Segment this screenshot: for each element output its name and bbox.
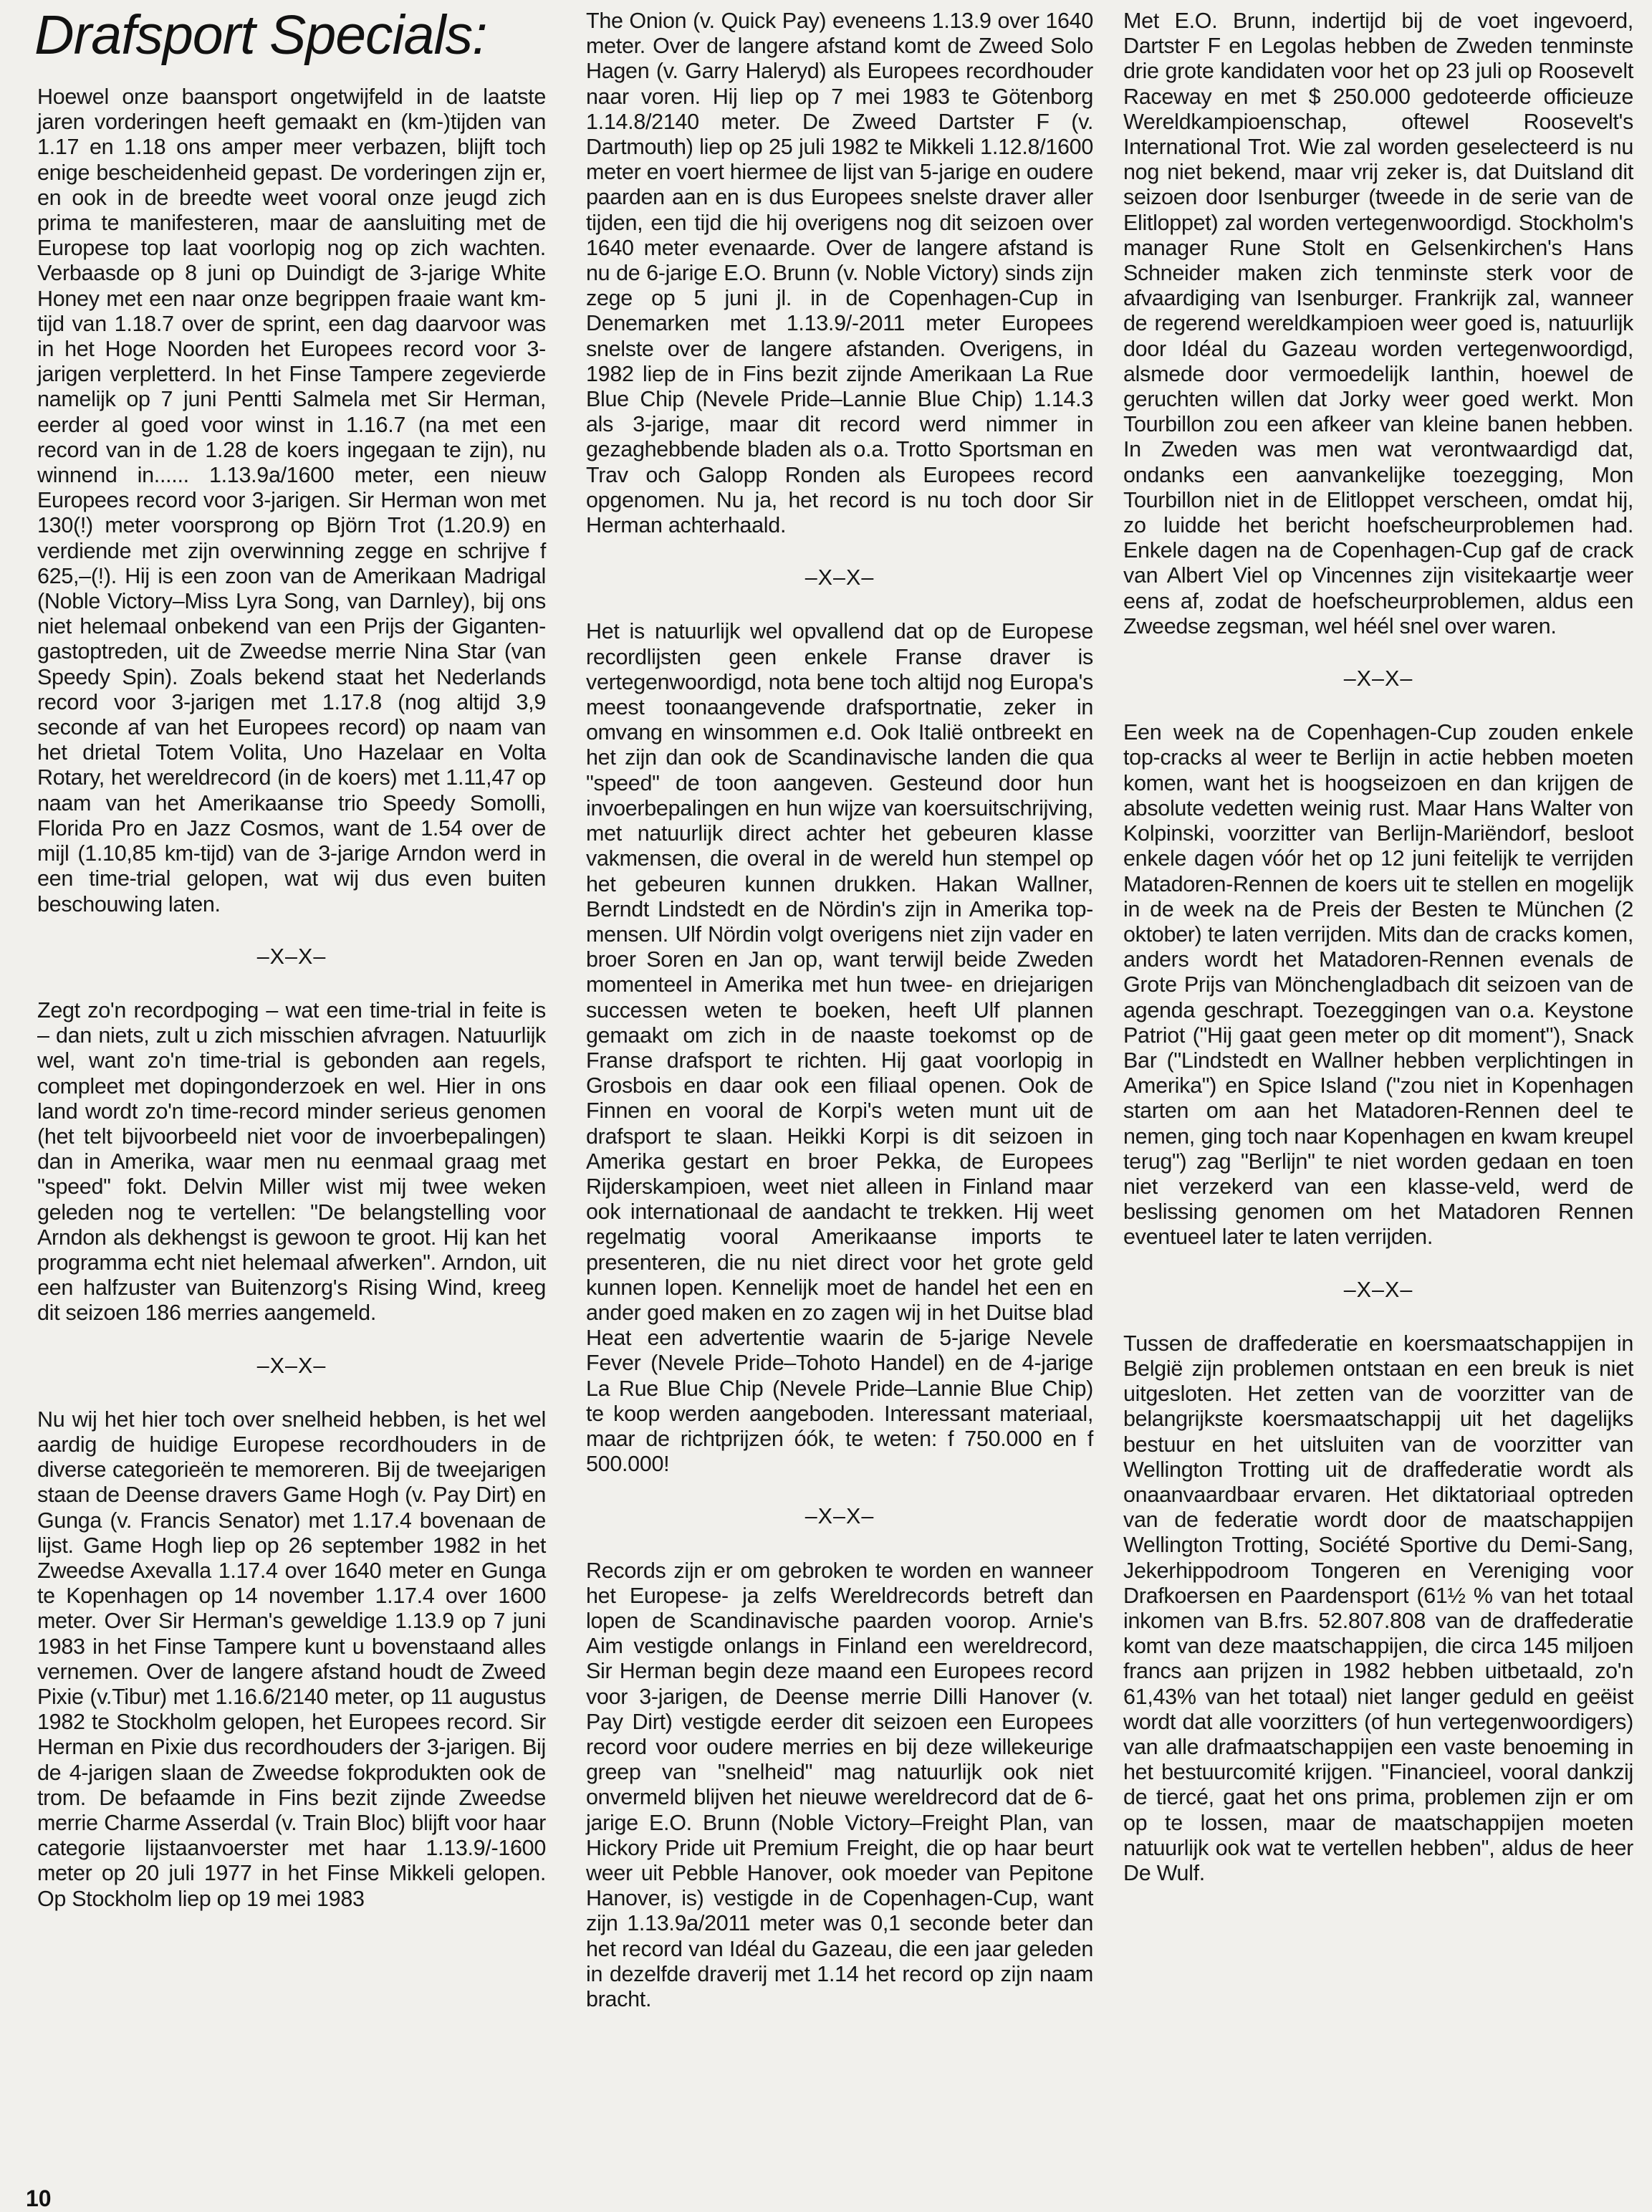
paragraph: Een week na de Copenhagen-Cup zouden enkele top-cracks al weer te Berlijn in actie hebben moeten komen, want het is hoogseizoen en dan krijgen de absolute vedetten weinig rust. Maar Hans Walter von Kolpinski, voorzitter van Berlijn-Mariëndorf, besloot enkele dagen vóór het op 12 juni feitelijk te verrijden Matadoren-Rennen de koers uit te stellen en mogelijk in de week na de Preis der Besten te München (2 oktober) te laten verrijden. Mits dan de cracks komen, anders wordt het Matadoren-Rennen evenals de Grote Prijs van Mönchengladbach dit seizoen van de agenda geschrapt. Toezeggingen van o.a. Keystone Patriot ("Hij gaat geen meter op dit moment"), Snack Bar ("Lindstedt en Wallner hebben verplichtingen in Amerika") en Spice Island ("zou niet in Kopenhagen starten om aan het Matadoren-Rennen deel te nemen, ging toch naar Kopenhagen en kwam kreupel terug") zag "Berlijn" te niet worden gedaan en toen niet verzekerd van een klasse-veld, werd de beslissing genomen om het Matadoren Rennen eventueel later te laten verrijden. — [1123, 720, 1633, 1250]
paragraph: Het is natuurlijk wel opvallend dat op de Europese recordlijsten geen enkele Franse draver is vertegenwoordigd, nota bene toch altijd nog Europa's meest toonaangevende drafsportnatie, zeker in omvang en winsommen e.d. Ook Italië ontbreekt en het zijn dan ook de Scandinavische landen die qua "speed" de toon aangeven. Gesteund door hun invoerbepalingen en hun wijze van koersuitschrijving, met natuurlijk direct achter het gebeuren klasse vakmensen, die overal in de wereld hun stempel op het gebeuren kunnen drukken. Hakan Wallner, Berndt Lindstedt en de Nördin's zijn in Amerika top-mensen. Ulf Nördin volgt overigens niet zijn vader en broer Soren en Jan op, want terwijl beide Zweden momenteel in Amerika met hun twee- en driejarigen successen weten te boeken, heeft Ulf plannen gemaakt om zich in de naaste toekomst op de Franse drafsport te richten. Hij gaat voorlopig in Grosbois en daar ook een filiaal openen. Ook de Finnen en vooral de Korpi's weten munt uit de drafsport te slaan. Heikki Korpi is dit seizoen in Amerika gestart en broer Pekka, de Europees Rijderskampioen, weet niet alleen in Finland maar ook internationaal de aandacht te trekken. Hij weet regelmatig vooral Amerikaanse imports te presenteren, die nu niet direct voor het grote geld kunnen lopen. Kennelijk moet de handel het een en ander goed maken en zo zagen wij in het Duitse blad Heat een advertentie waarin de 5-jarige Nevele Fever (Nevele Pride–Tohoto Handel) en de 4-jarige La Rue Blue Chip (Nevele Pride–Lannie Blue Chip) te koop werden aangeboden. Interessant materiaal, maar de richtprijzen óók, te weten: f 750.000 en f 500.000! — [586, 619, 1093, 1477]
paragraph: Hoewel onze baansport ongetwijfeld in de laatste jaren vorderingen heeft gemaakt en (km-)tijden van 1.17 en 1.18 ons amper meer verbazen, blijft toch enige bescheidenheid gepast. De vorderingen zijn er, en ook in de breedte weet vooral onze jeugd zich prima te manifesteren, maar de aansluiting met de Europese top laat voorlopig nog op zich wachten. Verbaasde op 8 juni op Duindigt de 3-jarige White Honey met een naar onze begrippen fraaie want km-tijd van 1.18.7 over de sprint, een dag daarvoor was in het Hoge Noorden het Europees record voor 3-jarigen verpletterd. In het Finse Tampere zegevierde namelijk op 7 juni Pentti Salmela met Sir Herman, eerder al goed voor winst in 1.16.7 (na met een record van in de 1.28 de koers ingegaan te zijn), nu winnend in...... 1.13.9a/1600 meter, een nieuw Europees record voor 3-jarigen. Sir Herman won met 130(!) meter voorsprong op Björn Trot (1.20.9) en verdiende met zijn overwinning zegge en schrijve f 625,–(!). Hij is een zoon van de Amerikaan Madrigal (Noble Victory–Miss Lyra Song, van Darnley), bij ons niet helemaal onbekend van een Prijs der Giganten-gastoptreden, uit de Zweedse merrie Nina Star (van Speedy Spin). Zoals bekend staat het Nederlands record voor 3-jarigen met 1.17.8 (nog altijd 3,9 seconde af van het Europees record) op naam van het drietal Totem Volita, Uno Hazelaar en Volta Rotary, het wereldrecord (in de koers) met 1.11,47 op naam van het Amerikaanse trio Speedy Somolli, Florida Pro en Jazz Cosmos, want de 1.54 over de mijl (1.10,85 km-tijd) van de 3-jarige Arndon werd in een time-trial gelopen, wat wij dus even buiten beschouwing laten. — [37, 85, 546, 916]
section-separator: –X–X– — [805, 1504, 875, 1529]
paragraph: Met E.O. Brunn, indertijd bij de voet ingevoerd, Dartster F en Legolas hebben de Zweden tenminste drie grote kandidaten voor het op 23 juli op Roosevelt Raceway en met $ 250.000 gedoteerde officieuze Wereldkampioenschap, oftewel Roosevelt's International Trot. Wie zal worden geselecteerd is nu nog niet bekend, maar vrij zeker is, dat Duitsland dit seizoen door Isenburger (tweede in de serie van de Elitloppet) zal worden vertegenwoordigd. Stockholm's manager Rune Stolt en Gelsenkirchen's Hans Schneider maken zich tenminste sterk voor de afvaardiging van Isenburger. Frankrijk zal, wanneer de regerend wereldkampioen weer goed is, natuurlijk door Idéal du Gazeau worden vertegenwoordigd, alsmede door vermoedelijk Ianthin, hoewel de geruchten willen dat Jorky weer goed werkt. Mon Tourbillon zou een afkeer van kleine banen hebben. In Zweden was men wat verontwaardigd dat, ondanks een aanvankelijke toezegging, Mon Tourbillon niet in de Elitloppet verscheen, omdat hij, zo luidde het bericht hoefscheurproblemen had. Enkele dagen na de Copenhagen-Cup gaf de crack van Albert Viel op Vincennes zijn visitekaartje weer eens af, zodat de hoefscheurproblemen, aldus een Zweedse zegsman, wel héél snel over waren. — [1123, 9, 1633, 638]
section-separator: –X–X– — [1343, 666, 1413, 691]
section-separator: –X–X– — [805, 565, 875, 590]
column-1 — [37, 85, 546, 1912]
paragraph: The Onion (v. Quick Pay) eveneens 1.13.9 over 1640 meter. Over de langere afstand komt de Zweed Solo Hagen (v. Garry Haleryd) als Europees recordhouder naar voren. Hij liep op 7 mei 1983 te Götenborg 1.14.8/2140 meter. De Zweed Dartster F (v. Dartmouth) liep op 25 juli 1982 te Mikkeli 1.12.8/1600 meter en voert hiermee de lijst van 5-jarige en oudere paarden aan en is dus Europees snelste draver aller tijden, een tijd die hij overigens nog dit seizoen over 1640 meter evenaarde. Over de langere afstand is nu de 6-jarige E.O. Brunn (v. Noble Victory) sinds zijn zege op 5 juni jl. in de Copenhagen-Cup in Denemarken met 1.13.9/-2011 meter Europees snelste over de langere afstanden. Overigens, in 1982 liep de in Fins bezit zijnde Amerikaan La Rue Blue Chip (Nevele Pride–Lannie Blue Chip) 1.14.3 als 3-jarige, maar dit record werd nimmer in gezaghebbende bladen als o.a. Trotto Sportsman en Trav och Galopp Ronden als Europees record opgenomen. Nu ja, het record is nu toch door Sir Herman achterhaald. — [586, 9, 1093, 538]
paragraph: Zegt zo'n recordpoging – wat een time-trial in feite is – dan niets, zult u zich misschien afvragen. Natuurlijk wel, want zo'n time-trial is gebonden aan regels, compleet met dopingonderzoek en wel. Hier in ons land wordt zo'n time-record minder serieus genomen (het telt bijvoorbeeld niet voor de invoerbepalingen) dan in Amerika, waar men nu eenmaal graag met "speed" fokt. Delvin Miller wist mij twee weken geleden nog te vertellen: "De belangstelling voor Arndon als dekhengst is gewoon te groot. Hij kan het programma echt niet helemaal afwerken". Arndon, uit een halfzuster van Buitenzorg's Rising Wind, kreeg dit seizoen 186 merries aangemeld. — [37, 997, 546, 1326]
section-separator: –X–X– — [256, 1353, 327, 1378]
paragraph: Nu wij het hier toch over snelheid hebben, is het wel aardig de huidige Europese recordhouders in de diverse categorieën te memoreren. Bij de tweejarigen staan de Deense dravers Game Hogh (v. Pay Dirt) en Gunga (v. Francis Senator) met 1.17.4 bovenaan de lijst. Game Hogh liep op 26 september 1982 in het Zweedse Axevalla 1.17.4 over 1640 meter en Gunga te Kopenhagen op 14 november 1.17.4 over 1600 meter. Over Sir Herman's geweldige 1.13.9 op 7 juni 1983 in het Finse Tampere kunt u bovenstaand alles vernemen. Over de langere afstand houdt de Zweed Pixie (v.Tibur) met 1.16.6/2140 meter, op 11 augustus 1982 te Stockholm gelopen, het Europees record. Sir Herman en Pixie dus recordhouders der 3-jarigen. Bij de 4-jarigen slaan de Zweedse fokprodukten ook de trom. De befaamde in Fins bezit zijnde Zweedse merrie Charme Asserdal (v. Train Bloc) blijft voor haar categorie lijstaanvoerster met haar 1.13.9/-1600 meter op 20 juli 1977 in het Finse Mikkeli gelopen. Op Stockholm liep op 19 mei 1983 — [37, 1407, 546, 1911]
section-separator: –X–X– — [256, 944, 327, 969]
column-2 — [586, 9, 1093, 2012]
section-separator: –X–X– — [1343, 1277, 1413, 1302]
paragraph: Records zijn er om gebroken te worden en wanneer het Europese- ja zelfs Wereldrecords betreft dan lopen de Scandinavische paarden voorop. Arnie's Aim vestigde onlangs in Finland een wereldrecord, Sir Herman begin deze maand een Europees record voor 3-jarigen, de Deense merrie Dilli Hanover (v. Pay Dirt) vestigde eerder dit seizoen een Europees record voor oudere merries en bij deze willekeurige greep van "snelheid" mag natuurlijk ook niet onvermeld blijven het nieuwe wereldrecord dat de 6-jarige E.O. Brunn (Noble Victory–Freight Plan, van Hickory Pride uit Premium Freight, die op haar beurt weer uit Pebble Hanover, ook moeder van Pepitone Hanover, is) vestigde in de Copenhagen-Cup, want zijn 1.13.9a/2011 meter was 0,1 seconde beter dan het record van Idéal du Gazeau, die een jaar geleden in dezelfde draverij met 1.14 het record op zijn naam bracht. — [586, 1558, 1093, 2012]
page-number: 10 — [26, 2185, 52, 2211]
page-title: Drafsport Specials: — [34, 4, 487, 66]
paragraph: Tussen de draffederatie en koersmaatschappijen in België zijn problemen ontstaan en een breuk is niet uitgesloten. Het zetten van de voorzitter van de belangrijkste koersmaatschappij uit het dagelijks bestuur en het uitsluiten van de voorzitter van Wellington Trotting uit de draffederatie wordt als onaanvaardbaar ervaren. Het diktatoriaal optreden van de federatie wordt door de maatschappijen Wellington Trotting, Société Sportive du Demi-Sang, Jekerhippodroom Tongeren en Vereniging voor Drafkoersen en Paardensport (61½ % van het totaal inkomen van B.frs. 52.807.808 van de draffederatie komt van deze maatschappijen, die circa 145 miljoen francs aan prijzen in 1982 hebben uitbetaald, zo'n 61,43% van het totaal) niet langer geduld en geëist wordt dat alle voorzitters (of hun vertegenwoordigers) van alle drafmaatschappijen een vaste benoeming in het bestuurcomité krijgen. "Financieel, vooral dankzij de tiercé, gaat het ons prima, problemen zijn er om op te lossen, maar de maatschappijen moeten natuurlijk ook wat te vertellen hebben", aldus de heer De Wulf. — [1123, 1331, 1633, 1886]
column-3 — [1123, 9, 1633, 1886]
